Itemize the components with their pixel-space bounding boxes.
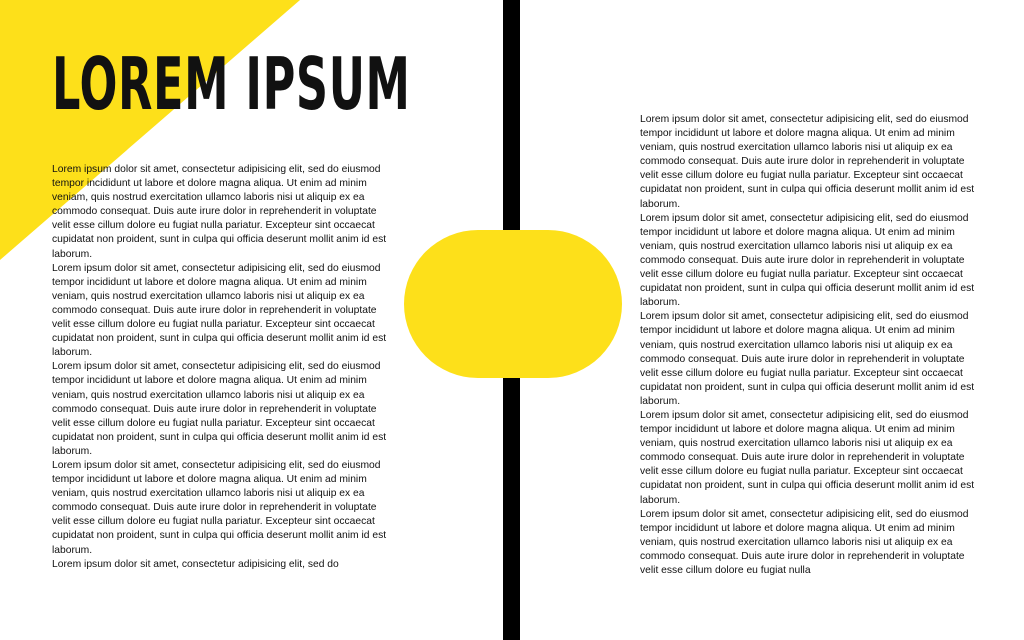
left-paragraph: Lorem ipsum dolor sit amet, consectetur adipisicing elit, sed do eiusmod tempor incididunt ut labore et dolore magna aliqua. Ut enim ad minim veniam, quis nostrud exercitation ullamco laboris nisi ut aliquip ex ea commodo consequat. Duis aute irure dolor in reprehenderit in voluptate velit esse cillum dolore eu fugiat nulla pariatur. Excepteur sint occaecat cupidatat non proident, sunt in culpa qui officia deserunt mollit anim id est laborum. (52, 262, 387, 359)
right-paragraph: Lorem ipsum dolor sit amet, consectetur adipisicing elit, sed do eiusmod tempor incididunt ut labore et dolore magna aliqua. Ut enim ad minim veniam, quis nostrud exercitation ullamco laboris nisi ut aliquip ex ea commodo consequat. Duis aute irure dolor in reprehenderit in voluptate velit esse cillum dolore eu fugiat nulla pariatur. Excepteur sint occaecat cupidatat non proident, sunt in culpa qui officia deserunt mollit anim id est laborum. (640, 212, 975, 309)
right-paragraph: Lorem ipsum dolor sit amet, consectetur adipisicing elit, sed do eiusmod tempor incididunt ut labore et dolore magna aliqua. Ut enim ad minim veniam, quis nostrud exercitation ullamco laboris nisi ut aliquip ex ea commodo consequat. Duis aute irure dolor in reprehenderit in voluptate velit esse cillum dolore eu fugiat nulla (640, 508, 969, 576)
left-paragraph: Lorem ipsum dolor sit amet, consectetur adipisicing elit, sed do eiusmod tempor incididunt ut labore et dolore magna aliqua. Ut enim ad minim veniam, quis nostrud exercitation ullamco laboris nisi ut aliquip ex ea commodo consequat. Duis aute irure dolor in reprehenderit in voluptate velit esse cillum dolore eu fugiat nulla pariatur. Excepteur sint occaecat cupidatat non proident, sunt in culpa qui officia deserunt mollit anim id est laborum. (52, 164, 387, 260)
left-paragraph: Lorem ipsum dolor sit amet, consectetur adipisicing elit, sed do eiusmod tempor incididunt ut labore et dolore magna aliqua. Ut enim ad minim veniam, quis nostrud exercitation ullamco laboris nisi ut aliquip ex ea commodo consequat. Duis aute irure dolor in reprehenderit in voluptate velit esse cillum dolore eu fugiat nulla pariatur. Excepteur sint occaecat cupidatat non proident, sunt in culpa qui officia deserunt mollit anim id est laborum. (52, 361, 387, 457)
right-paragraph: Lorem ipsum dolor sit amet, consectetur adipisicing elit, sed do eiusmod tempor incididunt ut labore et dolore magna aliqua. Ut enim ad minim veniam, quis nostrud exercitation ullamco laboris nisi ut aliquip ex ea commodo consequat. Duis aute irure dolor in reprehenderit in voluptate velit esse cillum dolore eu fugiat nulla pariatur. Excepteur sint occaecat cupidatat non proident, sunt in culpa qui officia deserunt mollit anim id est laborum. (640, 409, 975, 506)
yellow-pill-shape (404, 230, 622, 378)
page-title: LOREM IPSUM (52, 42, 411, 126)
left-paragraph: Lorem ipsum dolor sit amet, consectetur adipisicing elit, sed do eiusmod tempor incididunt ut labore et dolore magna aliqua. Ut enim ad minim veniam, quis nostrud exercitation ullamco laboris nisi ut aliquip ex ea commodo consequat. Duis aute irure dolor in reprehenderit in voluptate velit esse cillum dolore eu fugiat nulla pariatur. Excepteur sint occaecat cupidatat non proident, sunt in culpa qui officia deserunt mollit anim id est laborum. (52, 459, 387, 556)
left-body-text (52, 163, 387, 572)
right-body-text (640, 113, 975, 578)
right-paragraph: Lorem ipsum dolor sit amet, consectetur adipisicing elit, sed do eiusmod tempor incididunt ut labore et dolore magna aliqua. Ut enim ad minim veniam, quis nostrud exercitation ullamco laboris nisi ut aliquip ex ea commodo consequat. Duis aute irure dolor in reprehenderit in voluptate velit esse cillum dolore eu fugiat nulla pariatur. Excepteur sint occaecat cupidatat non proident, sunt in culpa qui officia deserunt mollit anim id est laborum. (640, 114, 975, 210)
left-paragraph: Lorem ipsum dolor sit amet, consectetur adipisicing elit, sed do (52, 558, 339, 570)
right-paragraph: Lorem ipsum dolor sit amet, consectetur adipisicing elit, sed do eiusmod tempor incididunt ut labore et dolore magna aliqua. Ut enim ad minim veniam, quis nostrud exercitation ullamco laboris nisi ut aliquip ex ea commodo consequat. Duis aute irure dolor in reprehenderit in voluptate velit esse cillum dolore eu fugiat nulla pariatur. Excepteur sint occaecat cupidatat non proident, sunt in culpa qui officia deserunt mollit anim id est laborum. (640, 311, 975, 407)
